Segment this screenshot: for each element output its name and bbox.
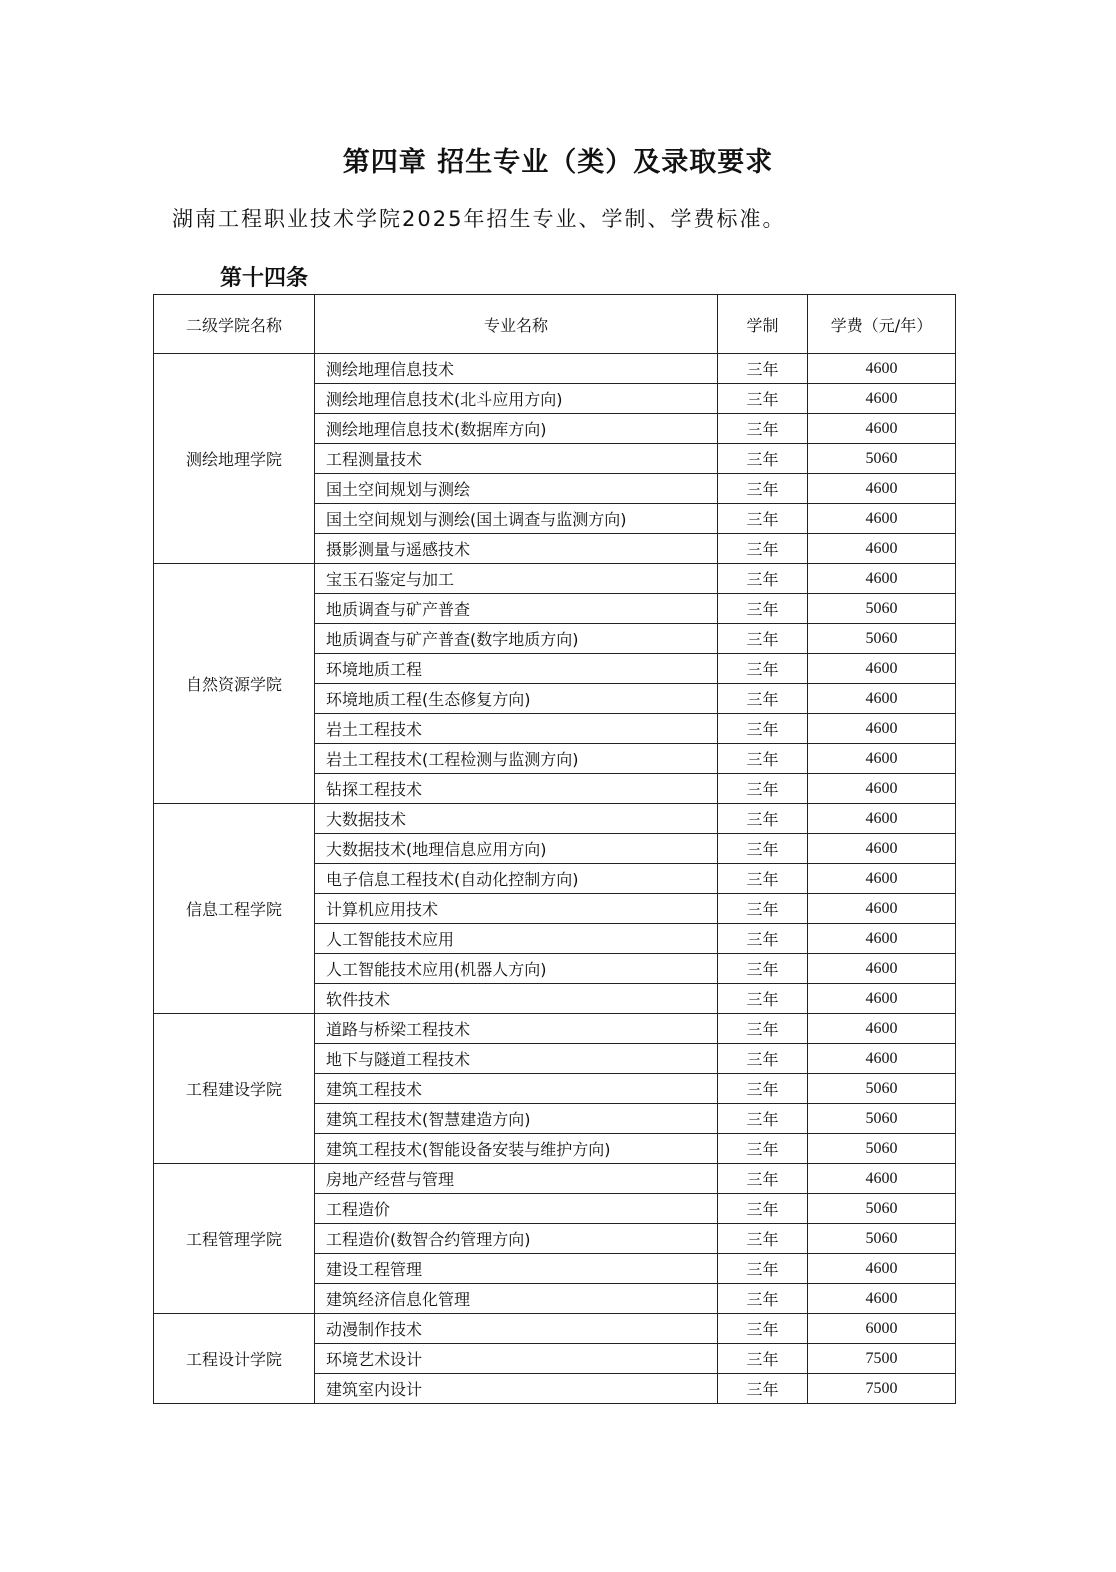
- major-name-cell: 环境地质工程: [315, 654, 718, 684]
- duration-cell: 三年: [718, 1224, 808, 1254]
- fee-cell: 4600: [808, 774, 956, 804]
- fee-cell: 5060: [808, 1134, 956, 1164]
- major-name-cell: 岩土工程技术(工程检测与监测方向): [315, 744, 718, 774]
- major-name-cell: 国土空间规划与测绘: [315, 474, 718, 504]
- duration-cell: 三年: [718, 444, 808, 474]
- duration-cell: 三年: [718, 1314, 808, 1344]
- duration-cell: 三年: [718, 954, 808, 984]
- duration-cell: 三年: [718, 774, 808, 804]
- major-name-cell: 建筑经济信息化管理: [315, 1284, 718, 1314]
- major-name-cell: 建筑工程技术(智慧建造方向): [315, 1104, 718, 1134]
- major-name-cell: 建筑工程技术(智能设备安装与维护方向): [315, 1134, 718, 1164]
- header-row: [154, 295, 956, 354]
- major-name-cell: 环境艺术设计: [315, 1344, 718, 1374]
- major-name-cell: 地质调查与矿产普查: [315, 594, 718, 624]
- major-name-cell: 摄影测量与遥感技术: [315, 534, 718, 564]
- major-name-cell: 软件技术: [315, 984, 718, 1014]
- fee-cell: 4600: [808, 504, 956, 534]
- fee-cell: 5060: [808, 1224, 956, 1254]
- fee-cell: 4600: [808, 384, 956, 414]
- duration-cell: 三年: [718, 894, 808, 924]
- duration-cell: 三年: [718, 474, 808, 504]
- table-row: [154, 1314, 956, 1344]
- college-name-cell: 工程设计学院: [154, 1314, 315, 1404]
- fee-cell: 6000: [808, 1314, 956, 1344]
- major-name-cell: 钻探工程技术: [315, 774, 718, 804]
- fee-cell: 5060: [808, 594, 956, 624]
- duration-cell: 三年: [718, 1344, 808, 1374]
- major-name-cell: 动漫制作技术: [315, 1314, 718, 1344]
- fee-cell: 4600: [808, 684, 956, 714]
- fee-cell: 4600: [808, 414, 956, 444]
- table-row: [154, 354, 956, 384]
- duration-cell: 三年: [718, 1014, 808, 1044]
- duration-cell: 三年: [718, 984, 808, 1014]
- major-name-cell: 工程造价(数智合约管理方向): [315, 1224, 718, 1254]
- fee-cell: 5060: [808, 1194, 956, 1224]
- duration-cell: 三年: [718, 744, 808, 774]
- duration-cell: 三年: [718, 504, 808, 534]
- major-name-cell: 地下与隧道工程技术: [315, 1044, 718, 1074]
- fee-cell: 5060: [808, 624, 956, 654]
- major-name-cell: 人工智能技术应用: [315, 924, 718, 954]
- duration-cell: 三年: [718, 924, 808, 954]
- table-row: [154, 1014, 956, 1044]
- college-name-cell: 工程建设学院: [154, 1014, 315, 1164]
- fee-cell: 4600: [808, 474, 956, 504]
- duration-cell: 三年: [718, 564, 808, 594]
- major-name-cell: 宝玉石鉴定与加工: [315, 564, 718, 594]
- fee-cell: 4600: [808, 924, 956, 954]
- duration-cell: 三年: [718, 594, 808, 624]
- major-name-cell: 测绘地理信息技术(北斗应用方向): [315, 384, 718, 414]
- fee-cell: 4600: [808, 1254, 956, 1284]
- major-name-cell: 国土空间规划与测绘(国土调查与监测方向): [315, 504, 718, 534]
- major-name-cell: 建设工程管理: [315, 1254, 718, 1284]
- college-name-cell: 自然资源学院: [154, 564, 315, 804]
- fee-cell: 7500: [808, 1344, 956, 1374]
- major-name-cell: 工程测量技术: [315, 444, 718, 474]
- fee-cell: 4600: [808, 564, 956, 594]
- duration-cell: 三年: [718, 1104, 808, 1134]
- major-name-cell: 建筑室内设计: [315, 1374, 718, 1404]
- duration-cell: 三年: [718, 1164, 808, 1194]
- duration-cell: 三年: [718, 1254, 808, 1284]
- fee-cell: 4600: [808, 894, 956, 924]
- major-name-cell: 岩土工程技术: [315, 714, 718, 744]
- enrollment-table: [153, 294, 956, 1404]
- fee-cell: 4600: [808, 714, 956, 744]
- fee-cell: 4600: [808, 744, 956, 774]
- fee-cell: 4600: [808, 354, 956, 384]
- college-name-cell: 测绘地理学院: [154, 354, 315, 564]
- duration-cell: 三年: [718, 1074, 808, 1104]
- major-name-cell: 电子信息工程技术(自动化控制方向): [315, 864, 718, 894]
- duration-cell: 三年: [718, 864, 808, 894]
- fee-cell: 7500: [808, 1374, 956, 1404]
- duration-cell: 三年: [718, 804, 808, 834]
- duration-cell: 三年: [718, 1194, 808, 1224]
- major-name-cell: 计算机应用技术: [315, 894, 718, 924]
- major-name-cell: 大数据技术: [315, 804, 718, 834]
- duration-cell: 三年: [718, 684, 808, 714]
- fee-cell: 4600: [808, 654, 956, 684]
- duration-cell: 三年: [718, 1044, 808, 1074]
- major-name-cell: 房地产经营与管理: [315, 1164, 718, 1194]
- fee-cell: 4600: [808, 804, 956, 834]
- fee-cell: 5060: [808, 1104, 956, 1134]
- fee-cell: 4600: [808, 984, 956, 1014]
- duration-cell: 三年: [718, 354, 808, 384]
- duration-cell: 三年: [718, 1284, 808, 1314]
- fee-cell: 4600: [808, 1014, 956, 1044]
- major-name-cell: 地质调查与矿产普查(数字地质方向): [315, 624, 718, 654]
- table-row: [154, 804, 956, 834]
- major-name-cell: 大数据技术(地理信息应用方向): [315, 834, 718, 864]
- intro-text: 湖南工程职业技术学院2025年招生专业、学制、学费标准。: [172, 207, 786, 231]
- major-name-cell: 环境地质工程(生态修复方向): [315, 684, 718, 714]
- fee-cell: 5060: [808, 444, 956, 474]
- duration-cell: 三年: [718, 384, 808, 414]
- duration-cell: 三年: [718, 1374, 808, 1404]
- fee-cell: 5060: [808, 1074, 956, 1104]
- fee-cell: 4600: [808, 834, 956, 864]
- article-heading: 第十四条: [220, 266, 309, 291]
- table-header: [154, 295, 956, 354]
- duration-cell: 三年: [718, 654, 808, 684]
- college-name-cell: 工程管理学院: [154, 1164, 315, 1314]
- major-name-cell: 测绘地理信息技术(数据库方向): [315, 414, 718, 444]
- chapter-title: 第四章 招生专业（类）及录取要求: [342, 147, 774, 178]
- header-duration: 学制: [718, 295, 808, 354]
- major-name-cell: 测绘地理信息技术: [315, 354, 718, 384]
- header-college: 二级学院名称: [154, 295, 315, 354]
- table-body: [154, 354, 956, 1404]
- header-major: 专业名称: [315, 295, 718, 354]
- major-name-cell: 建筑工程技术: [315, 1074, 718, 1104]
- duration-cell: 三年: [718, 414, 808, 444]
- duration-cell: 三年: [718, 1134, 808, 1164]
- duration-cell: 三年: [718, 714, 808, 744]
- fee-cell: 4600: [808, 864, 956, 894]
- table-row: [154, 1164, 956, 1194]
- fee-cell: 4600: [808, 534, 956, 564]
- table-row: [154, 564, 956, 594]
- major-name-cell: 人工智能技术应用(机器人方向): [315, 954, 718, 984]
- fee-cell: 4600: [808, 1284, 956, 1314]
- fee-cell: 4600: [808, 954, 956, 984]
- duration-cell: 三年: [718, 624, 808, 654]
- fee-cell: 4600: [808, 1044, 956, 1074]
- duration-cell: 三年: [718, 834, 808, 864]
- major-name-cell: 工程造价: [315, 1194, 718, 1224]
- duration-cell: 三年: [718, 534, 808, 564]
- fee-cell: 4600: [808, 1164, 956, 1194]
- major-name-cell: 道路与桥梁工程技术: [315, 1014, 718, 1044]
- college-name-cell: 信息工程学院: [154, 804, 315, 1014]
- header-fee: 学费（元/年）: [808, 295, 956, 354]
